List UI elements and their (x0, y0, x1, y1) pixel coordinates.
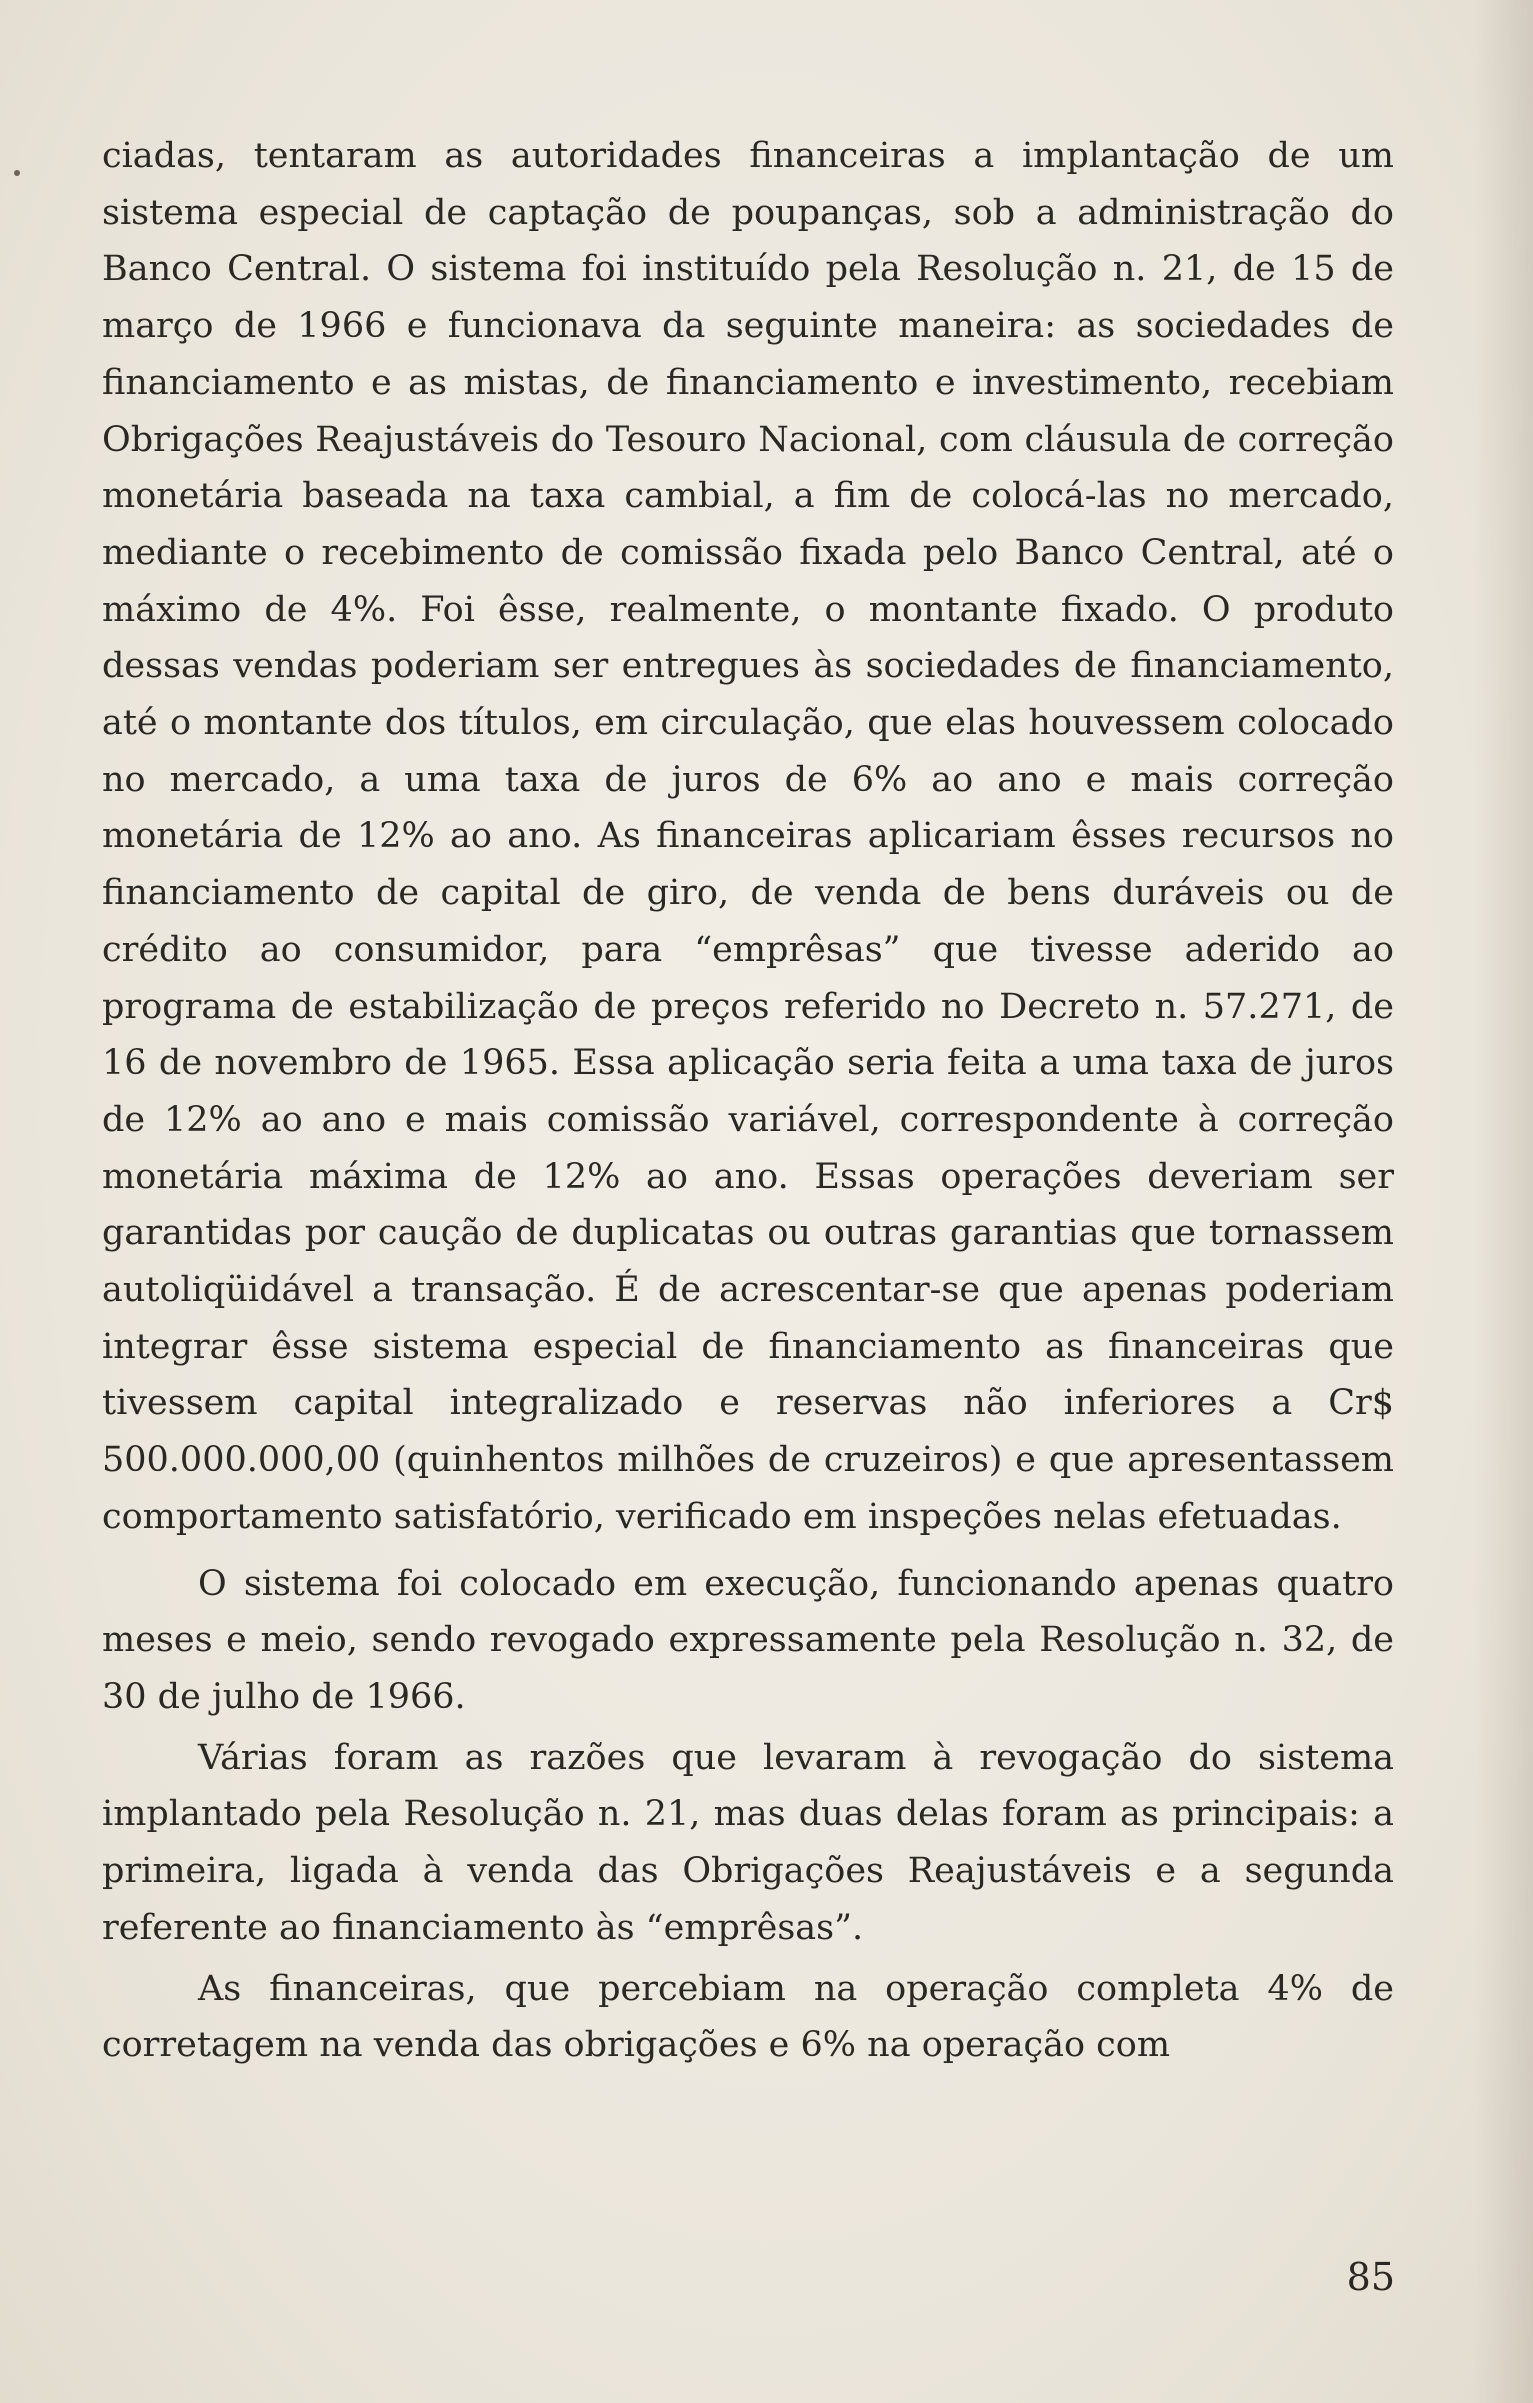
body-text (102, 128, 1394, 2078)
paragraph-1: ciadas, tentaram as autoridades financeiras a implantação de um sistema especial de captação de poupanças, sob a administração do Banco Central. O sistema foi instituído pela Resolução n. 21, de 15 de março de 1966 e funcionava da seguinte maneira: as sociedades de financiamento e as mistas, de financiamento e investimento, recebiam Obrigações Reajustáveis do Tesouro Nacional, com cláusula de correção monetária baseada na taxa cambial, a fim de colocá-las no mercado, mediante o recebimento de comissão fixada pelo Banco Central, até o máximo de 4%. Foi êsse, realmente, o montante fixado. O produto dessas vendas poderiam ser entregues às sociedades de financiamento, até o montante dos títulos, em circulação, que elas houvessem colocado no mercado, a uma taxa de juros de 6% ao ano e mais correção monetária de 12% ao ano. As financeiras aplicariam êsses recursos no financiamento de capital de giro, de venda de bens duráveis ou de crédito ao consumidor, para “emprêsas” que tivesse aderido ao programa de estabilização de preços referido no Decreto n. 57.271, de 16 de novembro de 1965. Essa aplicação seria feita a uma taxa de juros de 12% ao ano e mais comissão variável, correspondente à correção monetária máxima de 12% ao ano. Essas operações deveriam ser garantidas por caução de duplicatas ou outras garantias que tornassem autoliqüidável a transação. É de acrescentar-se que apenas poderiam integrar êsse sistema especial de financiamento as financeiras que tivessem capital integralizado e reservas não inferiores a Cr$ 500.000.000,00 (quinhentos milhões de cruzeiros) e que apresentassem comportamento satisfatório, verificado em inspeções nelas efetuadas. (102, 136, 1394, 1537)
page-number: 85 (1346, 2255, 1395, 2299)
paragraph-4: As financeiras, que percebiam na operação completa 4% de corretagem na venda das obrigações e 6% na operação com (102, 1968, 1394, 2066)
print-speck (14, 170, 20, 176)
paragraph-2: O sistema foi colocado em execução, funcionando apenas quatro meses e meio, sendo revogado expressamente pela Resolução n. 32, de 30 de julho de 1966. (102, 1563, 1394, 1717)
paragraph-3: Várias foram as razões que levaram à revogação do sistema implantado pela Resolução n. 21, mas duas delas foram as principais: a primeira, ligada à venda das Obrigações Reajustáveis e a segunda referente ao financiamento às “emprêsas”. (102, 1737, 1394, 1948)
page-edge-shadow (1473, 0, 1533, 2403)
